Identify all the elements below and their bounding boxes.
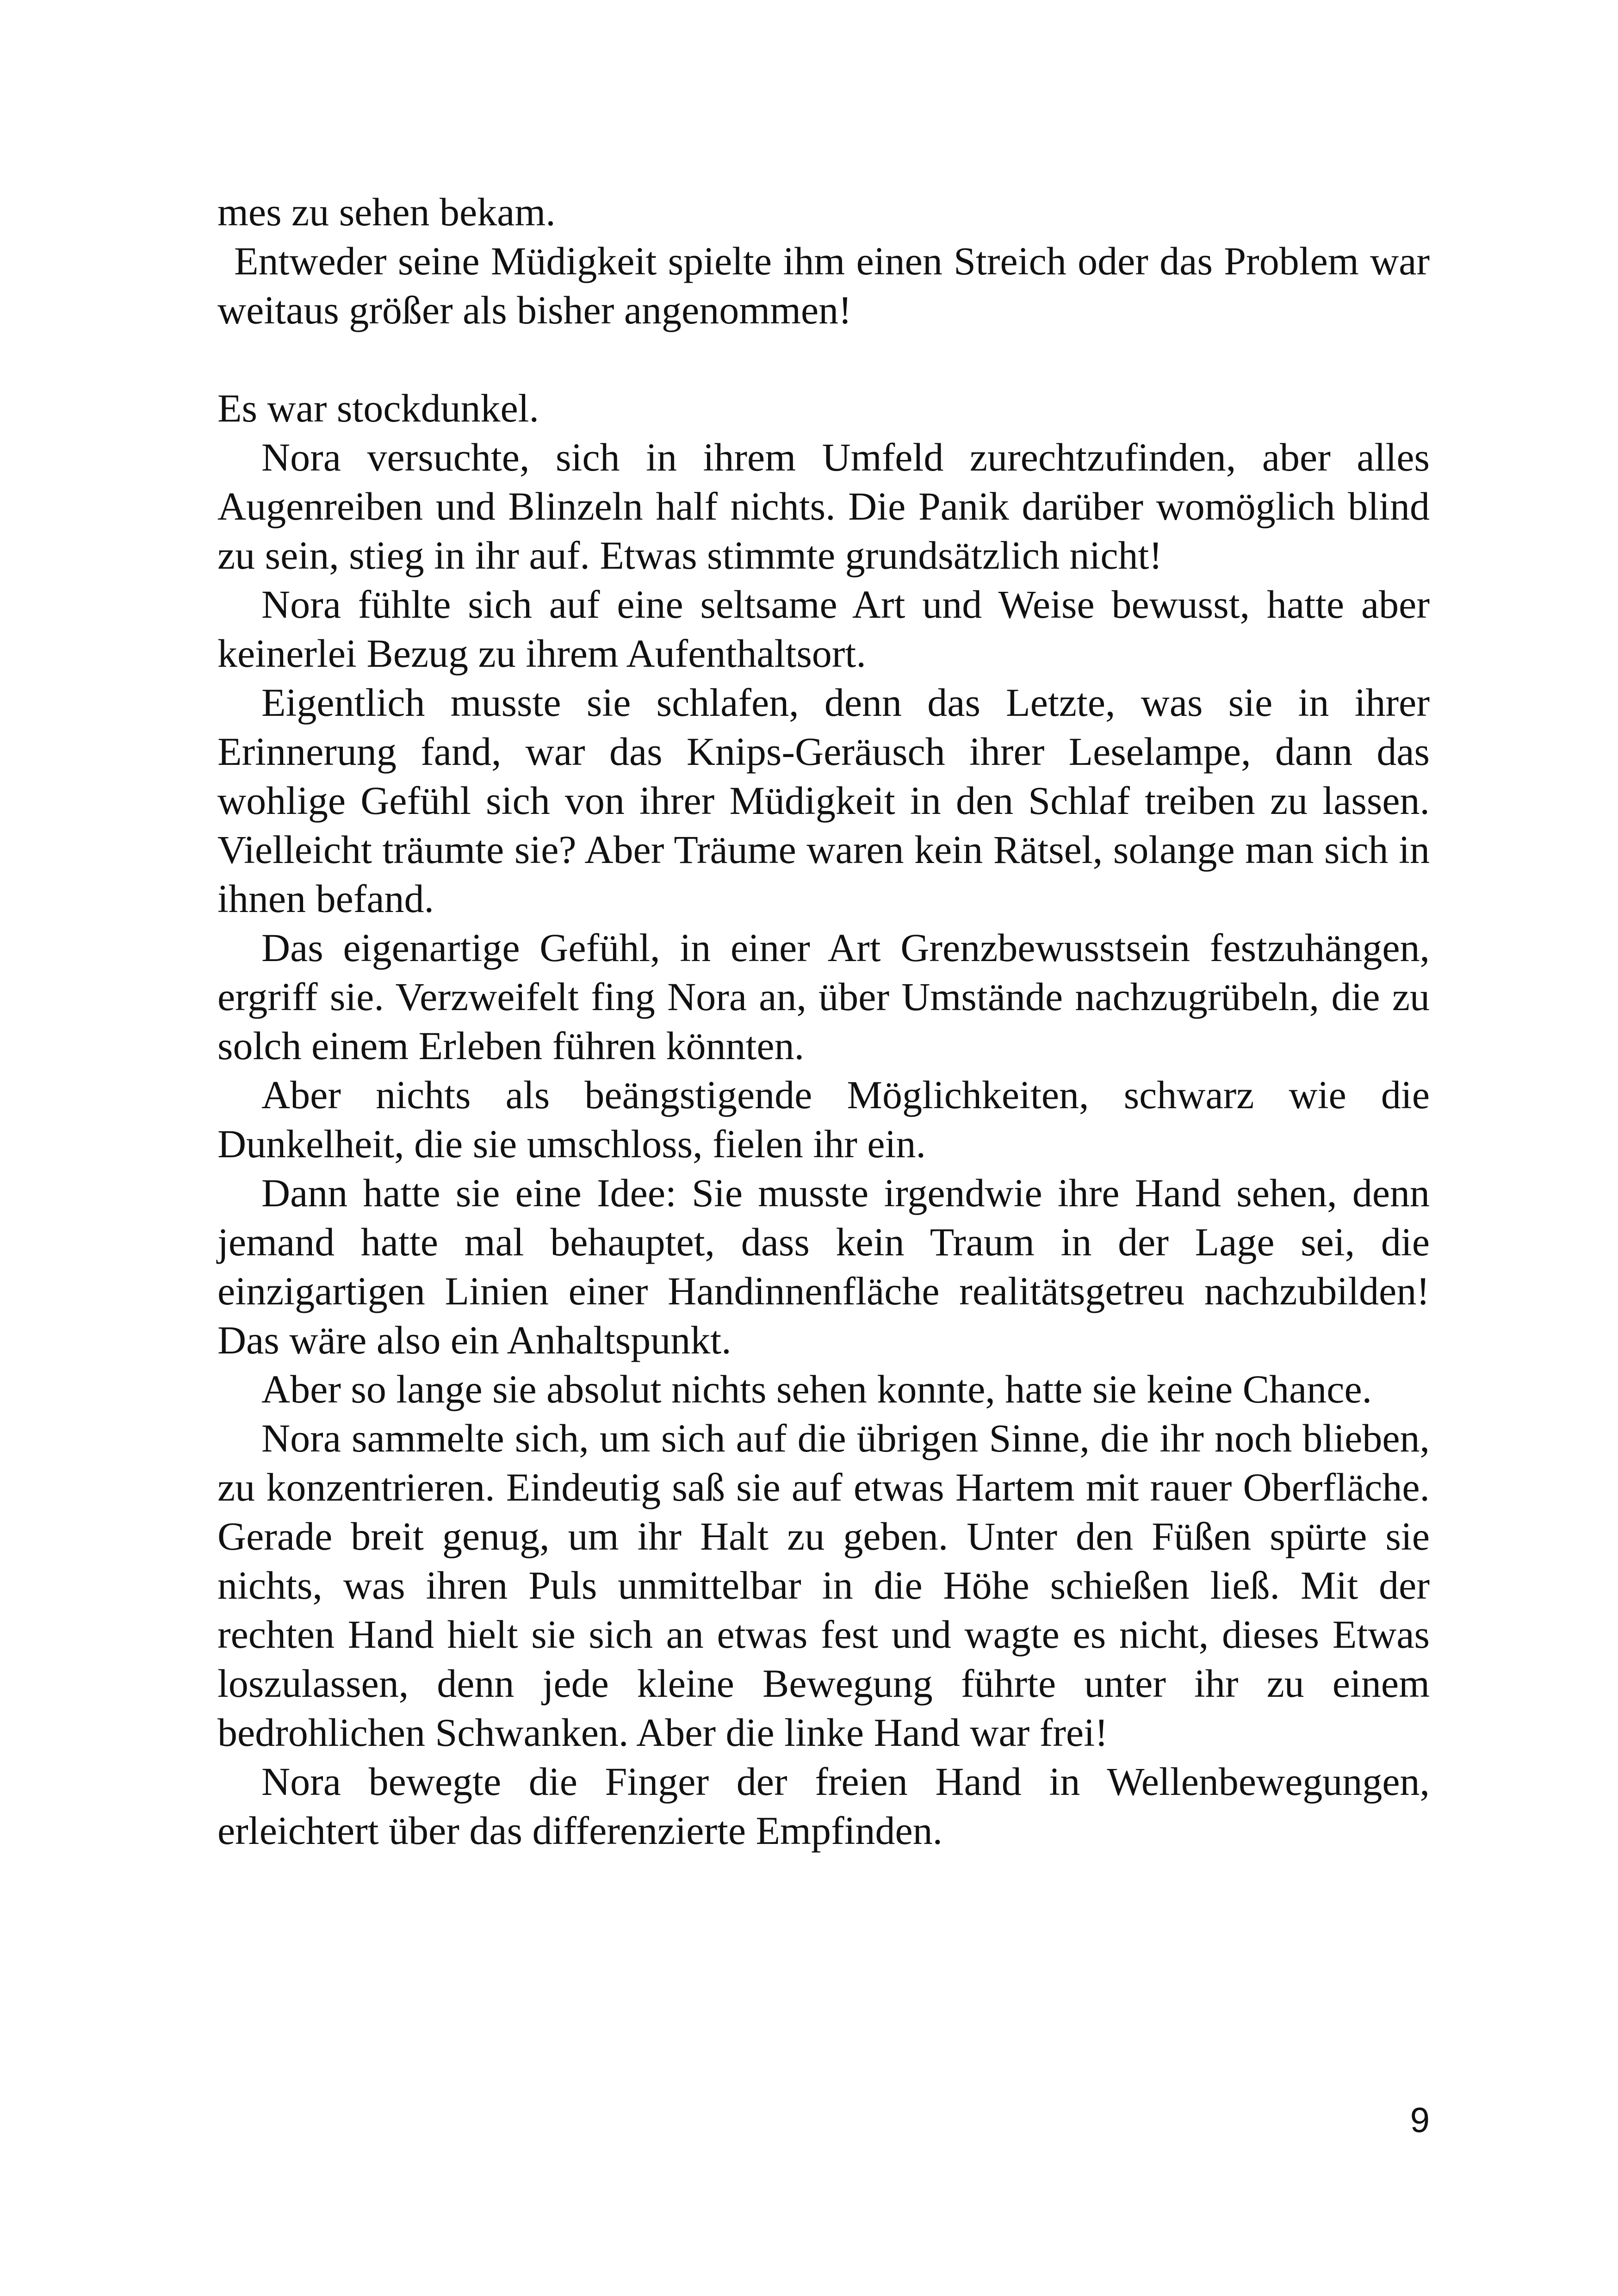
- paragraph: Das eigenartige Gefühl, in einer Art Grenzbewusstsein festzuhängen, ergriff sie. Verzweifelt fing Nora an, über Umstände nachzugrübeln, die zu solch einem Erleben führen könnten.: [217, 925, 1430, 1068]
- scene-break: [217, 335, 1430, 384]
- paragraph: Entweder seine Müdigkeit spielte ihm einen Streich oder das Problem war weitaus größer als bisher angenommen!: [217, 239, 1430, 332]
- paragraph: Nora fühlte sich auf eine seltsame Art und Weise bewusst, hatte aber keinerlei Bezug zu ihrem Aufenthaltsort.: [217, 582, 1430, 676]
- paragraph: Eigentlich musste sie schlafen, denn das Letzte, was sie in ihrer Erinnerung fand, war das Knips-Geräusch ihrer Leselampe, dann das wohlige Gefühl sich von ihrer Müdigkeit in den Schlaf treiben zu lassen. Vielleicht träumte sie? Aber Träume waren kein Rätsel, solange man sich in ihnen befand.: [217, 680, 1430, 921]
- body-text: [217, 187, 1430, 1855]
- paragraph: Nora versuchte, sich in ihrem Umfeld zurechtzufinden, aber alles Augenreiben und Blinzeln half nichts. Die Panik darüber womöglich blind zu sein, stieg in ihr auf. Etwas stimmte grundsätzlich nicht!: [217, 435, 1430, 577]
- paragraph: Nora sammelte sich, um sich auf die übrigen Sinne, die ihr noch blieben, zu konzentrieren. Eindeutig saß sie auf etwas Hartem mit rauer Oberfläche. Gerade breit genug, um ihr Halt zu geben. Unter den Füßen spürte sie nichts, was ihren Puls unmittelbar in die Höhe schießen ließ. Mit der rechten Hand hielt sie sich an etwas fest und wagte es nicht, dieses Etwas loszulassen, denn jede kleine Bewegung führte unter ihr zu einem bedrohlichen Schwanken. Aber die linke Hand war frei!: [217, 1416, 1430, 1755]
- paragraph: Dann hatte sie eine Idee: Sie musste irgendwie ihre Hand sehen, denn jemand hatte mal behauptet, dass kein Traum in der Lage sei, die einzigartigen Linien einer Handinnenfläche realitätsgetreu nachzubilden! Das wäre also ein Anhaltspunkt.: [217, 1171, 1430, 1362]
- paragraph: Aber so lange sie absolut nichts sehen konnte, hatte sie keine Chance.: [261, 1367, 1372, 1411]
- paragraph: mes zu sehen bekam.: [217, 190, 556, 234]
- paragraph: Aber nichts als beängstigende Möglichkeiten, schwarz wie die Dunkelheit, die sie umschloss, fielen ihr ein.: [217, 1073, 1430, 1166]
- page-number: 9: [1410, 2101, 1430, 2140]
- paragraph: Es war stockdunkel.: [217, 386, 539, 430]
- paragraph: Nora bewegte die Finger der freien Hand in Wellenbewegungen, erleichtert über das differenzierte Empfinden.: [217, 1759, 1430, 1853]
